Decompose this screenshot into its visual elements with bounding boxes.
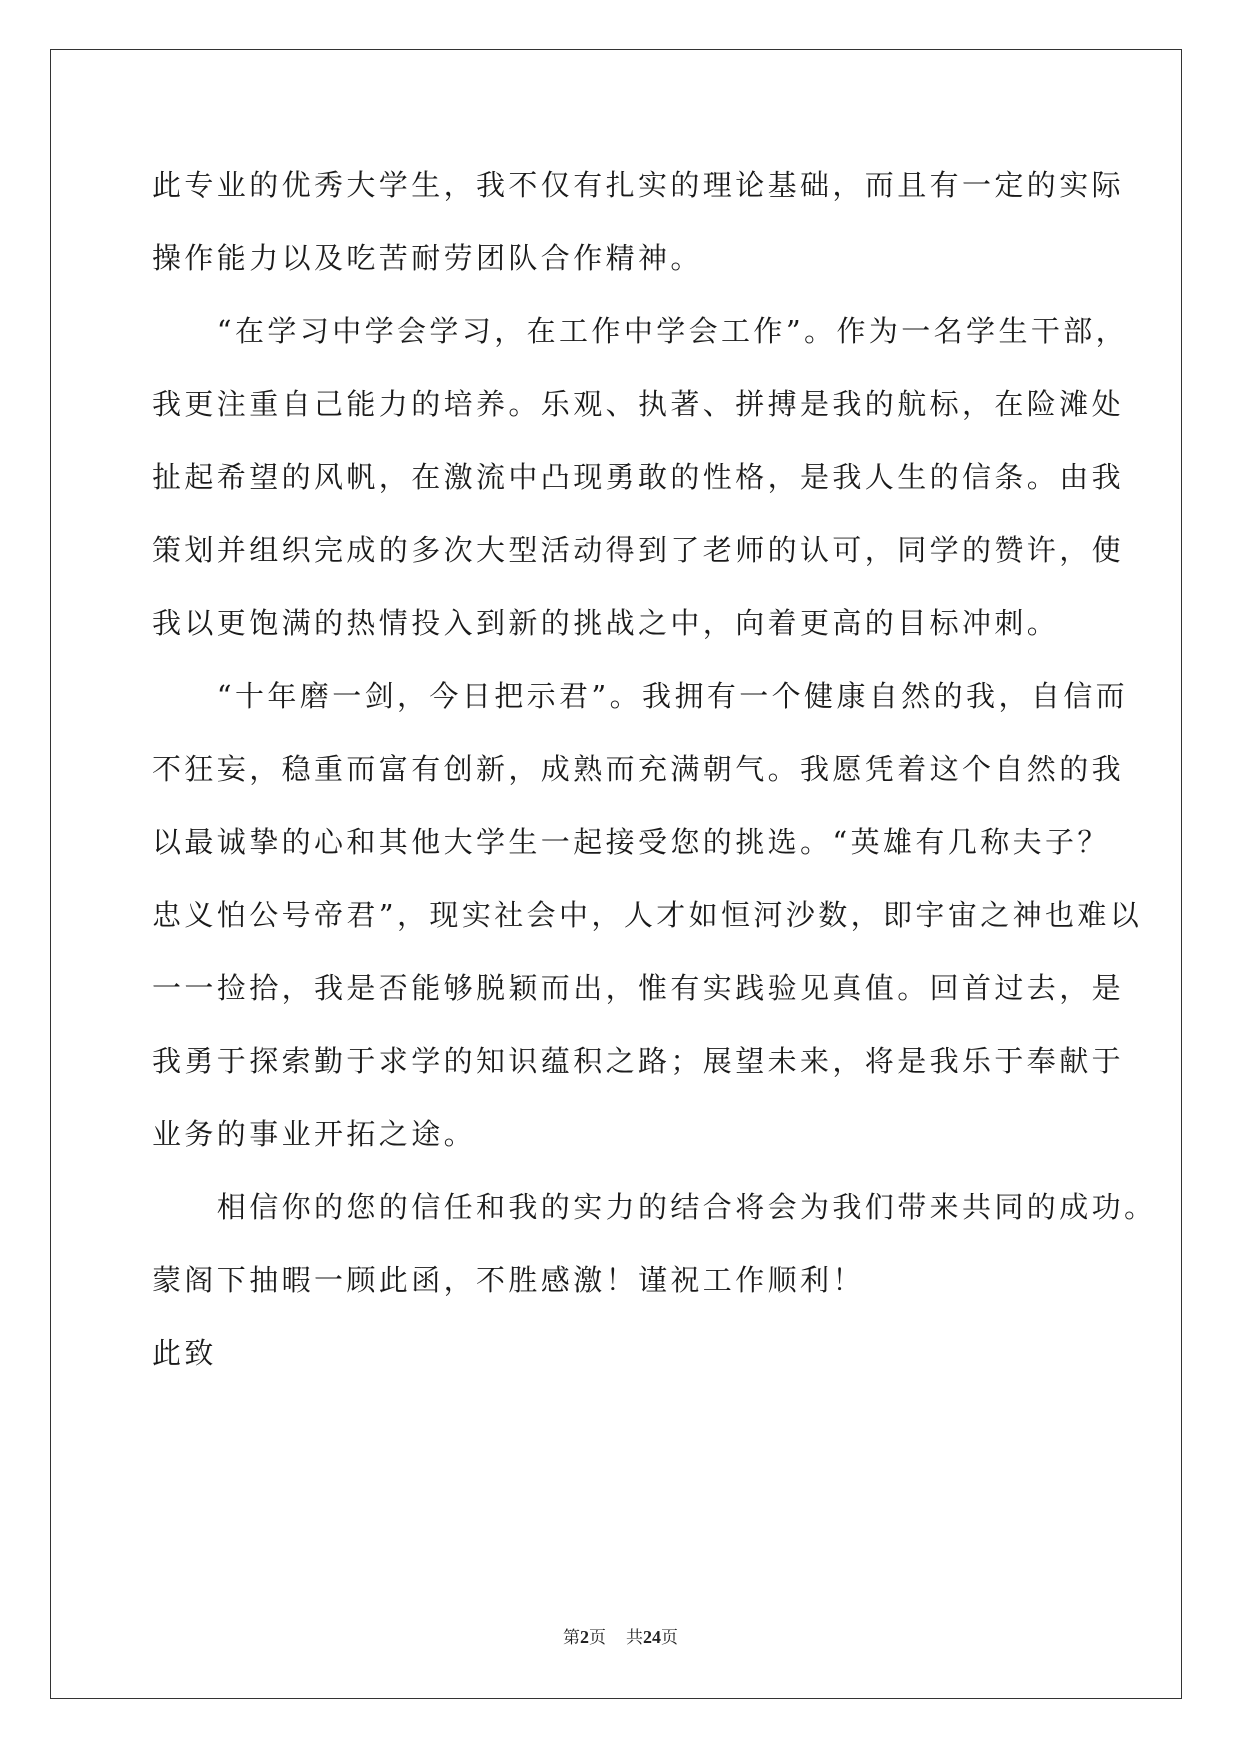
body-line: 相信你的您的信任和我的实力的结合将会为我们带来共同的成功。 (152, 1190, 1157, 1224)
total-suffix: 页 (661, 1628, 678, 1647)
letter-body (152, 165, 1157, 1373)
body-line: 一一捡拾，我是否能够脱颖而出，惟有实践验见真值。回首过去，是 (152, 971, 1125, 1005)
body-line: 以最诚挚的心和其他大学生一起接受您的挑选。“英雄有几称夫子？ (152, 825, 1110, 859)
body-line: 业务的事业开拓之途。 (152, 1117, 477, 1151)
body-line: 不狂妄，稳重而富有创新，成熟而充满朝气。我愿凭着这个自然的我 (152, 752, 1125, 786)
body-line: 我以更饱满的热情投入到新的挑战之中，向着更高的目标冲刺。 (152, 606, 1060, 640)
page-suffix: 页 (589, 1628, 606, 1647)
page-footer (0, 1626, 1241, 1649)
current-page-number: 2 (580, 1627, 589, 1647)
body-line: 操作能力以及吃苦耐劳团队合作精神。 (152, 241, 703, 275)
body-line: 忠义怕公号帝君”，现实社会中，人才如恒河沙数，即宇宙之神也难以 (152, 898, 1143, 932)
closing-salutation: 此致 (152, 1336, 217, 1370)
page-prefix: 第 (563, 1628, 580, 1647)
body-line: 我勇于探索勤于求学的知识蕴积之路；展望未来，将是我乐于奉献于 (152, 1044, 1125, 1078)
body-line: 我更注重自己能力的培养。乐观、执著、拼搏是我的航标，在险滩处 (152, 387, 1125, 421)
total-page-count: 24 (643, 1627, 661, 1647)
body-line: “十年磨一剑，今日把示君”。我拥有一个健康自然的我，自信而 (152, 679, 1129, 713)
body-line: “在学习中学会学习，在工作中学会工作”。作为一名学生干部， (152, 314, 1129, 348)
total-prefix: 共 (626, 1628, 643, 1647)
body-line: 蒙阁下抽暇一顾此函，不胜感激！谨祝工作顺利！ (152, 1263, 865, 1297)
body-line: 扯起希望的风帆，在激流中凸现勇敢的性格，是我人生的信条。由我 (152, 460, 1125, 494)
body-line: 策划并组织完成的多次大型活动得到了老师的认可，同学的赞许，使 (152, 533, 1125, 567)
body-line: 此专业的优秀大学生，我不仅有扎实的理论基础，而且有一定的实际 (152, 168, 1125, 202)
